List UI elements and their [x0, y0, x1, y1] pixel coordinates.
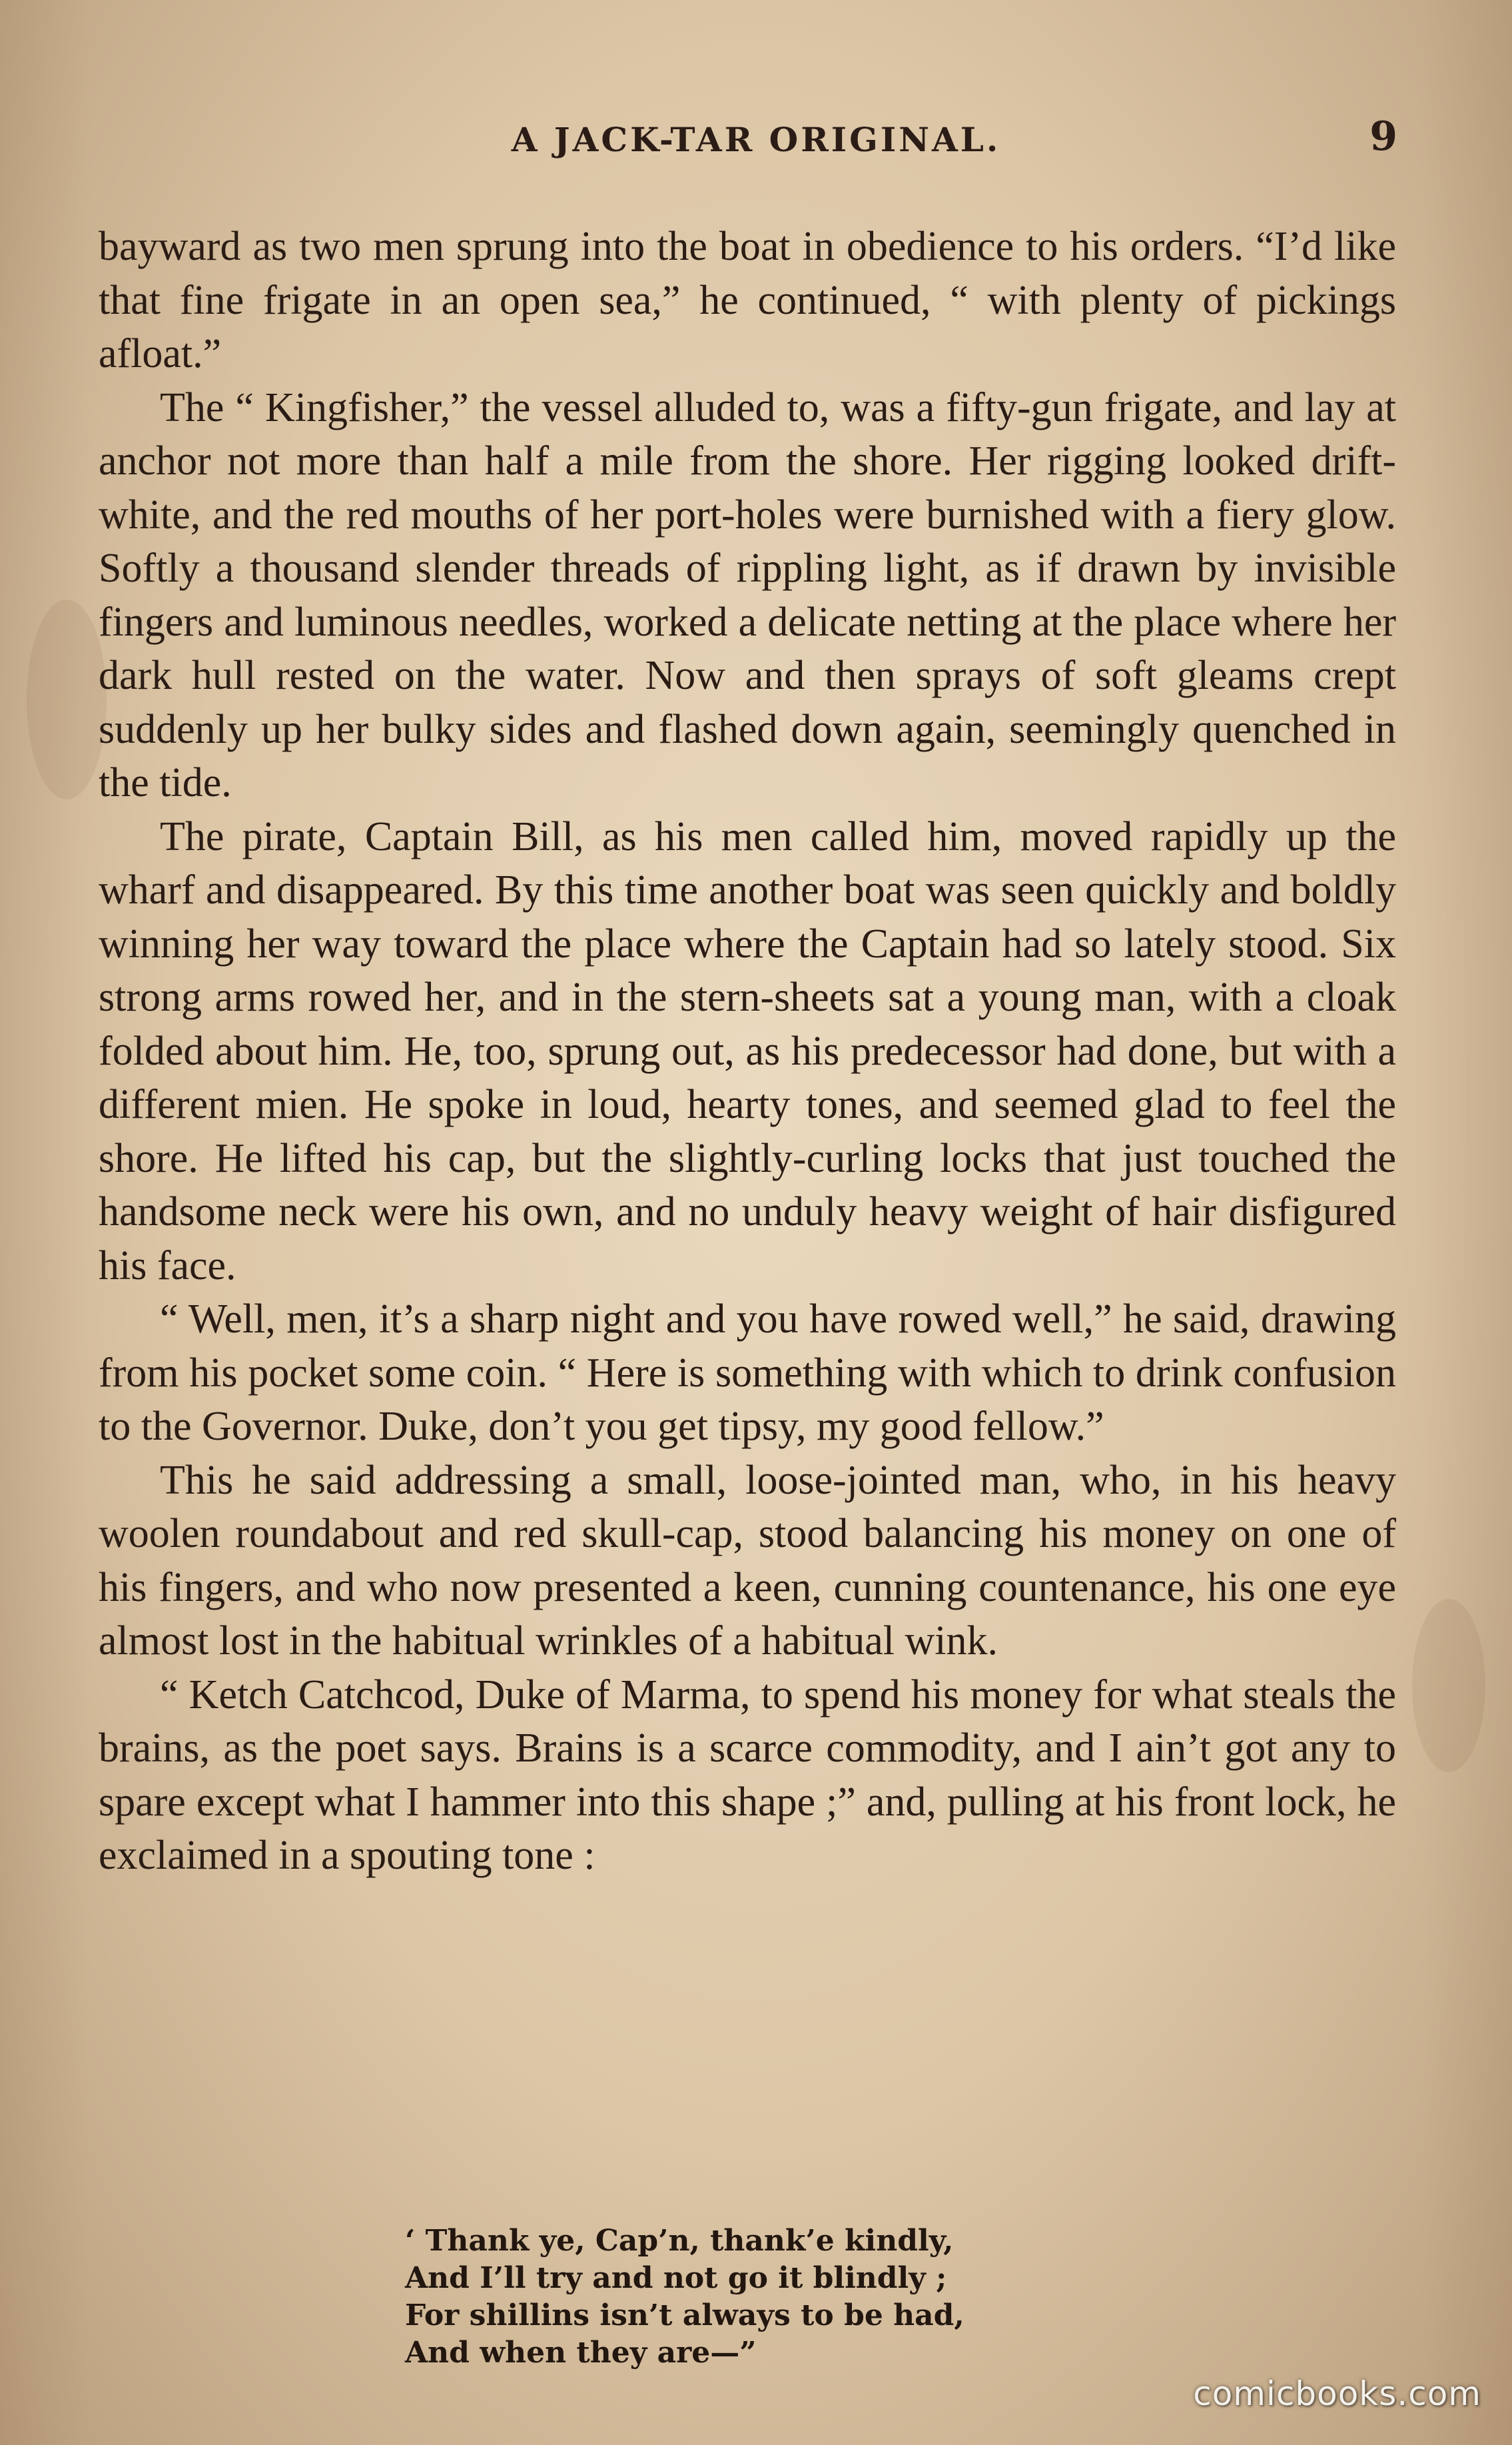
paper-stain [1412, 1599, 1485, 1772]
verse-quote [405, 2222, 1071, 2372]
page-number: 9 [1369, 113, 1397, 160]
verse-line: For shillins isn’t always to be had, [405, 2298, 964, 2332]
paragraph: The pirate, Captain Bill, as his men called him, moved rapidly up the wharf and disappeared. By this time another boat was seen quickly and boldly winning her way toward the place where the Captain had so lately stood. Six strong arms rowed her, and in the stern-sheets sat a young man, with a cloak folded about him. He, too, sprung out, as his predecessor had done, but with a different mien. He spoke in loud, hearty tones, and seemed glad to feel the shore. He lifted his cap, but the slightly-curling locks that just touched the handsome neck were his own, and no unduly heavy weight of hair disfigured his face. [99, 813, 1396, 1288]
paragraph: bayward as two men sprung into the boat in obedience to his orders. “I’d like that fine frigate in an open sea,” he continued, “ with plenty of pickings afloat.” [99, 224, 1396, 376]
verse-line: And I’ll try and not go it blindly ; [405, 2261, 947, 2295]
running-head [0, 113, 1512, 173]
paragraph: “ Ketch Catchcod, Duke of Marma, to spend his money for what steals the brains, as the poet says. Brains is a scarce commodity, and I ain’t got any to spare except what I hammer into this shape ;” and, pulling at his front lock, he exclaimed in a spouting tone : [99, 1672, 1396, 1878]
paper-stain [27, 600, 107, 799]
body-text [99, 220, 1396, 1883]
running-title: A JACK-TAR ORIGINAL. [511, 120, 1001, 159]
paragraph: The “ Kingfisher,” the vessel alluded to, was a fifty-gun frigate, and lay at anchor not more than half a mile from the shore. Her rigging looked drift-white, and the red mouths of her port-holes were burnished with a fiery glow. Softly a thousand slender threads of rippling light, as if drawn by invisible fingers and luminous needles, worked a delicate netting at the place where her dark hull rested on the water. Now and then sprays of soft gleams crept suddenly up her bulky sides and flashed down again, seemingly quenched in the tide. [99, 384, 1396, 805]
paragraph: “ Well, men, it’s a sharp night and you have rowed well,” he said, drawing from his pocket some coin. “ Here is something with which to drink confusion to the Governor. Duke, don’t you get tipsy, my good fellow.” [99, 1296, 1396, 1449]
paragraph: This he said addressing a small, loose-jointed man, who, in his heavy woolen roundabout and red skull-cap, stood balancing his money on one of his fingers, and who now presented a keen, cunning countenance, his one eye almost lost in the habitual wrinkles of a habitual wink. [99, 1457, 1396, 1664]
verse-line: And when they are—” [405, 2336, 757, 2370]
verse-line: ‘ Thank ye, Cap’n, thank’e kindly, [405, 2224, 954, 2258]
site-watermark: comicbooks.com [1193, 2374, 1481, 2413]
